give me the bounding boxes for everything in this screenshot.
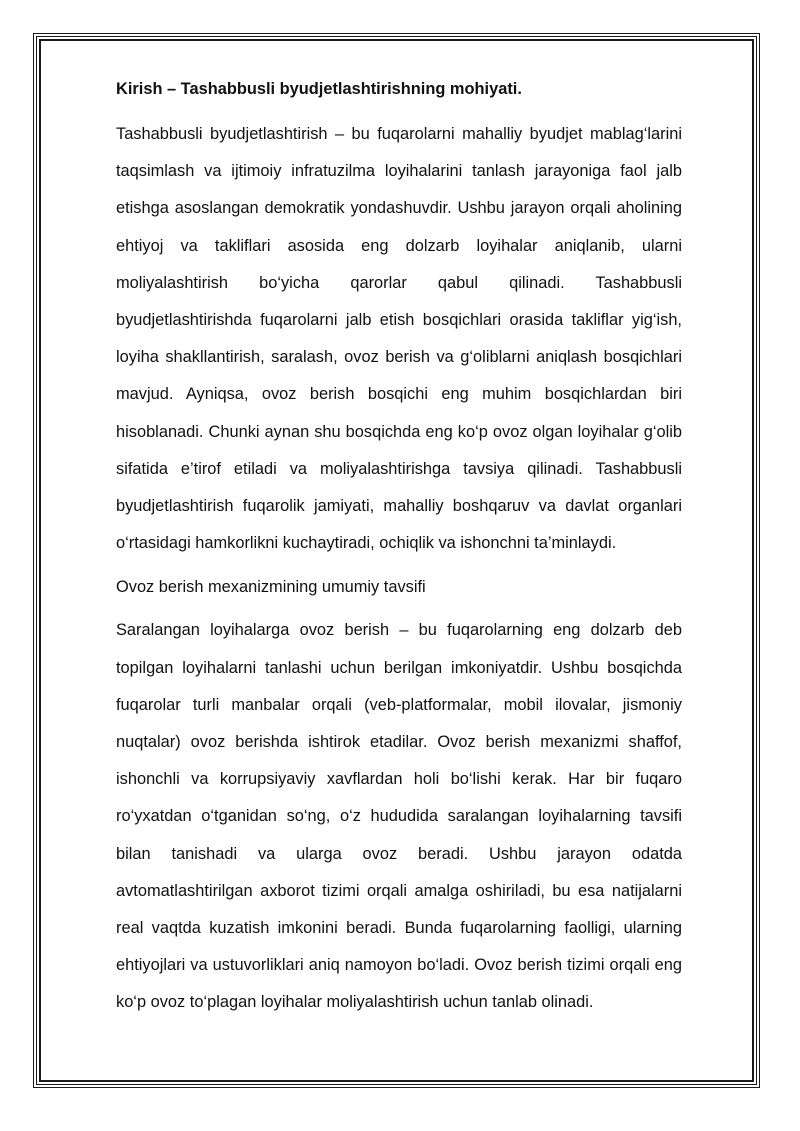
voting-paragraph: Saralangan loyihalarga ovoz berish – bu fuqarolarning eng dolzarb deb topilgan loyihalarni tanlashi uchun berilgan imkoniyatdir. Ushbu bosqichda fuqarolar turli manbalar orqali (veb-platformalar, mobil ilovalar, jismoniy nuqtalar) ovoz berishda ishtirok etadilar. Ovoz berish mexanizmi shaffof, ishonchli va korrupsiyaviy xavflardan holi bo‘lishi kerak. Har bir fuqaro ro‘yxatdan o‘tganidan so‘ng, o‘z hududida saralangan loyihalarning tavsifi bilan tanishadi va ularga ovoz beradi. Ushbu jarayon odatda avtomatlashtirilgan axborot tizimi orqali amalga oshiriladi, bu esa natijalarni real vaqtda kuzatish imkonini beradi. Bunda fuqarolarning faolligi, ularning ehtiyojlari va ustuvorliklari aniq namoyon bo‘ladi. Ovoz berish tizimi orqali eng ko‘p ovoz to‘plagan loyihalar moliyalashtirish uchun tanlab olinadi.	[116, 621, 682, 1012]
intro-paragraph: Tashabbusli byudjetlashtirish – bu fuqarolarni mahalliy byudjet mablag‘larini taqsimlash va ijtimoiy infratuzilma loyihalarini tanlash jarayoniga faol jalb etishga asoslangan demokratik yondashuvdir. Ushbu jarayon orqali aholining ehtiyoj va takliflari asosida eng dolzarb loyihalar aniqlanib, ularni moliyalashtirish bo‘yicha qarorlar qabul qilinadi. Tashabbusli byudjetlashtirishda fuqarolarni jalb etish bosqichlari orasida takliflar yig‘ish, loyiha shakllantirish, saralash, ovoz berish va g‘oliblarni aniqlash bosqichlari mavjud. Ayniqsa, ovoz berish bosqichi eng muhim bosqichlardan biri hisoblanadi. Chunki aynan shu bosqichda eng ko‘p ovoz olgan loyihalar g‘olib sifatida e’tirof etiladi va moliyalashtirishga tavsiya qilinadi. Tashabbusli byudjetlashtirish fuqarolik jamiyati, mahalliy boshqaruv va davlat organlari o‘rtasidagi hamkorlikni kuchaytiradi, ochiqlik va ishonchni ta’minlaydi.	[116, 125, 682, 553]
section-subheading: Ovoz berish mexanizmining umumiy tavsifi	[116, 578, 426, 597]
section-heading: Kirish – Tashabbusli byudjetlashtirishning mohiyati.	[116, 80, 522, 98]
document-body	[116, 70, 682, 1022]
